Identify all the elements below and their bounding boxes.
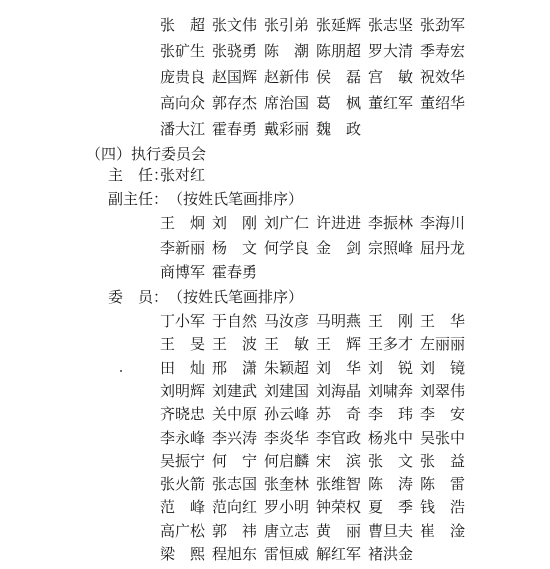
person-name: 张志国 [212, 475, 258, 494]
person-name: 刘 刚 [212, 214, 258, 232]
person-name: 唐立志 [264, 521, 310, 540]
person-name: 朱颖超 [264, 358, 310, 377]
person-name: 祝效华 [420, 68, 466, 86]
vice-chair-note: （按姓氏笔画排序） [168, 190, 304, 208]
person-name: 王 辉 [316, 335, 362, 354]
member-label: 委 员： [108, 288, 169, 306]
person-name: 张 益 [420, 451, 466, 470]
person-name: 孙云峰 [264, 405, 310, 424]
person-name: 李振林 [368, 214, 414, 232]
person-name: 高广松 [160, 521, 206, 540]
person-name: 季寿宏 [420, 42, 466, 60]
person-name: 李新丽 [160, 238, 206, 257]
person-name: 葛 枫 [316, 94, 362, 112]
person-name: 董红军 [368, 94, 414, 112]
person-name: 许进进 [316, 214, 362, 232]
person-name: 何学良 [264, 238, 310, 257]
person-name: 李海川 [420, 214, 466, 232]
person-name: 王 波 [212, 335, 258, 354]
person-name: 屈丹龙 [420, 238, 466, 257]
person-name: 赵新伟 [264, 68, 310, 86]
person-name: 王 刚 [368, 312, 414, 330]
person-name: 崔 淦 [420, 521, 466, 540]
person-name: 王 炯 [160, 214, 206, 232]
person-name: 潘大江 [160, 120, 206, 138]
person-name: 戴彩丽 [264, 120, 310, 138]
person-name: 霍春勇 [212, 263, 258, 281]
member-note: （按姓氏笔画排序） [168, 288, 304, 306]
person-name: 王多才 [368, 335, 414, 354]
person-name: 李永峰 [160, 428, 206, 447]
person-name: 李 玮 [368, 405, 414, 424]
person-name: 张延辉 [316, 16, 362, 34]
person-name: 李兴涛 [212, 428, 258, 447]
person-name: 董绍华 [420, 94, 466, 112]
person-name: 陈 涛 [368, 475, 414, 494]
person-name: 杨 文 [212, 238, 258, 257]
person-name: 刘啸奔 [368, 381, 414, 400]
person-name: 张引弟 [264, 16, 310, 34]
section-title: （四）执行委员会 [86, 145, 207, 163]
person-name: 程旭东 [212, 545, 258, 563]
person-name: 吴振宁 [160, 451, 206, 470]
chair-label: 主 任： [108, 166, 169, 184]
person-name: 刘明辉 [160, 381, 206, 400]
person-name: 于自然 [212, 312, 258, 330]
person-name: 王 敏 [264, 335, 310, 354]
person-name: 刘 锐 [368, 358, 414, 377]
person-name: 褚洪金 [368, 545, 414, 563]
person-name: 宗照峰 [368, 238, 414, 257]
person-name: 齐晓忠 [160, 405, 206, 424]
person-name: 郭存杰 [212, 94, 258, 112]
chair-name: 张对红 [160, 166, 206, 184]
person-name: 刘 华 [316, 358, 362, 377]
person-name: 马汝彦 [264, 312, 310, 330]
person-name: 刘海晶 [316, 381, 362, 400]
person-name: 金 剑 [316, 238, 362, 257]
person-name: 张志坚 [368, 16, 414, 34]
person-name: 解红军 [316, 545, 362, 563]
person-name: 刘翠伟 [420, 381, 466, 400]
person-name: 黄 丽 [316, 521, 362, 540]
person-name: 何 宁 [212, 451, 258, 470]
person-name: 商博军 [160, 263, 206, 281]
person-name: 吴张中 [420, 428, 466, 447]
person-name: 夏 季 [368, 498, 414, 517]
person-name: 郭 祎 [212, 521, 258, 540]
person-name: 张奎林 [264, 475, 310, 494]
person-name: 刘建国 [264, 381, 310, 400]
person-name: 李 安 [420, 405, 466, 424]
person-name: 刘 镜 [420, 358, 466, 377]
person-name: 王 华 [420, 312, 466, 330]
person-name: 范 峰 [160, 498, 206, 517]
person-name: 张矿生 [160, 42, 206, 60]
person-name: 苏 奇 [316, 405, 362, 424]
person-name: 张文伟 [212, 16, 258, 34]
person-name: 魏 政 [316, 120, 362, 138]
person-name: 罗大清 [368, 42, 414, 60]
person-name: 陈 潮 [264, 42, 310, 60]
person-name: 张火箭 [160, 475, 206, 494]
person-name: 宋 滨 [316, 451, 362, 470]
person-name: 张维智 [316, 475, 362, 494]
person-name: 霍春勇 [212, 120, 258, 138]
person-name: 丁小军 [160, 312, 206, 330]
person-name: 张 文 [368, 451, 414, 470]
person-name: 邢 潇 [212, 358, 258, 377]
person-name: 何启麟 [264, 451, 310, 470]
person-name: 雷恒威 [264, 545, 310, 563]
person-name: 梁 熙 [160, 545, 206, 563]
person-name: 陈 雷 [420, 475, 466, 494]
person-name: 张劲军 [420, 16, 466, 34]
person-name: 张 超 [160, 16, 206, 34]
person-name: 马明燕 [316, 312, 362, 330]
person-name: 曹旦夫 [368, 521, 414, 540]
vice-chair-label: 副主任： [108, 190, 169, 208]
person-name: 高向众 [160, 94, 206, 112]
person-name: 钟荣权 [316, 498, 362, 517]
person-name: 侯 磊 [316, 68, 362, 86]
person-name: 庞贵良 [160, 68, 206, 86]
person-name: 王 旻 [160, 335, 206, 354]
person-name: 杨兆中 [368, 428, 414, 447]
person-name: 张骁勇 [212, 42, 258, 60]
person-name: 关中原 [212, 405, 258, 424]
person-name: 李炎华 [264, 428, 310, 447]
person-name: 刘广仁 [264, 214, 310, 232]
person-name: 左丽丽 [420, 335, 466, 354]
stray-mark [120, 370, 122, 372]
person-name: 席治国 [264, 94, 310, 112]
person-name: 刘建武 [212, 381, 258, 400]
person-name: 宫 敏 [368, 68, 414, 86]
person-name: 陈朋超 [316, 42, 362, 60]
person-name: 赵国辉 [212, 68, 258, 86]
person-name: 范向红 [212, 498, 258, 517]
person-name: 钱 浩 [420, 498, 466, 517]
person-name: 李官政 [316, 428, 362, 447]
person-name: 罗小明 [264, 498, 310, 517]
person-name: 田 灿 [160, 358, 206, 377]
